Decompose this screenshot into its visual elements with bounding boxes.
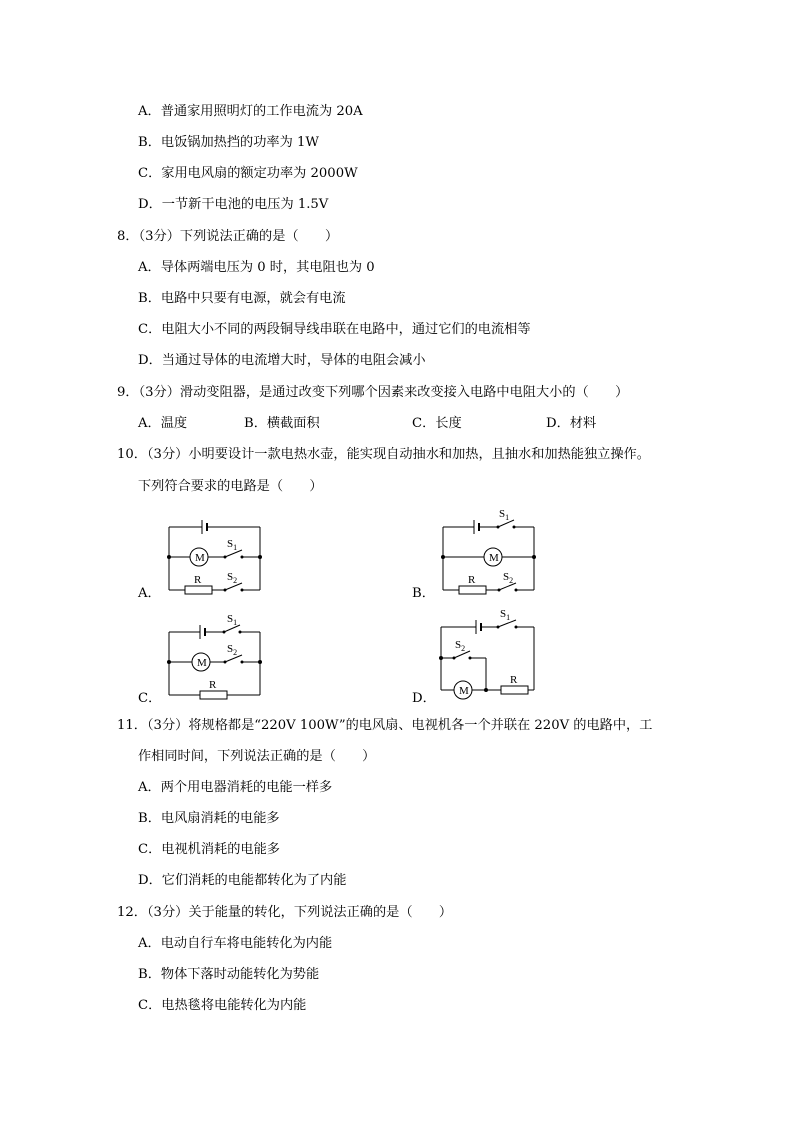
resistor-icon: [501, 686, 528, 694]
resistor-icon: [459, 586, 486, 594]
circuit-diagram-a: [150, 505, 280, 605]
s1-label: $S_1$: [499, 508, 510, 522]
switch-s1-blade: [224, 625, 240, 632]
motor-label: M: [195, 552, 205, 564]
q9-stem: 9．（3分）滑动变阻器，是通过改变下列哪个因素来改变接入电路中电阻大小的（ ）: [117, 385, 629, 400]
q11-stem-line2: 作相同时间，下列说法正确的是（ ）: [138, 749, 376, 764]
q7-option-a: A．普通家用照明灯的工作电流为 20A: [138, 104, 363, 119]
q7-option-d: D．一节新干电池的电压为 1.5V: [138, 197, 329, 212]
q11-option-d: D．它们消耗的电能都转化为了内能: [138, 873, 347, 888]
resistor-label: R: [510, 674, 518, 686]
q8-option-d: D．当通过导体的电流增大时，导体的电阻会减小: [138, 353, 426, 368]
q10-option-a-letter: A．: [138, 586, 161, 601]
q12-option-b: B．物体下落时动能转化为势能: [138, 967, 320, 982]
s2-label: $S_2$: [227, 643, 238, 657]
s1-label: $S_1$: [500, 608, 511, 622]
circuit-diagram-d: [424, 605, 554, 705]
q8-option-c: C．电阻大小不同的两段铜导线串联在电路中，通过它们的电流相等: [138, 322, 531, 337]
q11-option-c: C．电视机消耗的电能多: [138, 842, 280, 857]
q8-option-a: A．导体两端电压为 0 时，其电阻也为 0: [138, 260, 375, 275]
s2-label: $S_2$: [227, 571, 238, 585]
q12-stem: 12．（3分）关于能量的转化，下列说法正确的是（ ）: [117, 905, 453, 920]
q9-option-b: B．横截面积: [244, 416, 320, 431]
resistor-label: R: [209, 679, 217, 691]
resistor-icon: [185, 586, 212, 594]
q10-option-c-letter: C．: [138, 691, 162, 706]
q8-option-b: B．电路中只要有电源，就会有电流: [138, 291, 346, 306]
motor-label: M: [197, 657, 207, 669]
q10-stem-line1: 10．（3分）小明要设计一款电热水壶，能实现自动抽水和加热，且抽水和加热能独立操作。: [117, 447, 650, 462]
q8-stem: 8．（3分）下列说法正确的是（ ）: [117, 229, 339, 244]
q9-option-d: D．材料: [546, 416, 597, 431]
motor-label: M: [489, 552, 499, 564]
q10-stem-line2: 下列符合要求的电路是（ ）: [138, 479, 323, 494]
q12-option-a: A．电动自行车将电能转化为内能: [138, 936, 333, 951]
s1-label: $S_1$: [227, 613, 238, 627]
q12-option-c: C．电热毯将电能转化为内能: [138, 998, 307, 1013]
q10-option-d-letter: D．: [412, 691, 436, 706]
q7-option-b: B．电饭锅加热挡的功率为 1W: [138, 135, 319, 150]
resistor-icon: [200, 691, 227, 699]
s2-label: $S_2$: [503, 571, 514, 585]
s2-label: $S_2$: [455, 639, 466, 653]
q7-option-c: C．家用电风扇的额定功率为 2000W: [138, 166, 358, 181]
circuit-diagram-b: [424, 505, 554, 605]
q11-option-a: A．两个用电器消耗的电能一样多: [138, 780, 333, 795]
q11-stem-line1: 11．（3分）将规格都是“220V 100W”的电风扇、电视机各一个并联在 220V 的电路中，工: [117, 718, 653, 733]
q9-option-c: C．长度: [412, 416, 462, 431]
circuit-diagram-c: [150, 610, 280, 710]
motor-label: M: [459, 685, 469, 697]
switch-s2-blade: [499, 583, 516, 590]
s1-label: $S_1$: [227, 538, 238, 552]
resistor-label: R: [468, 574, 476, 586]
q11-option-b: B．电风扇消耗的电能多: [138, 811, 280, 826]
q9-option-a: A．温度: [138, 416, 188, 431]
q10-option-b-letter: B．: [412, 586, 435, 601]
resistor-label: R: [194, 574, 202, 586]
